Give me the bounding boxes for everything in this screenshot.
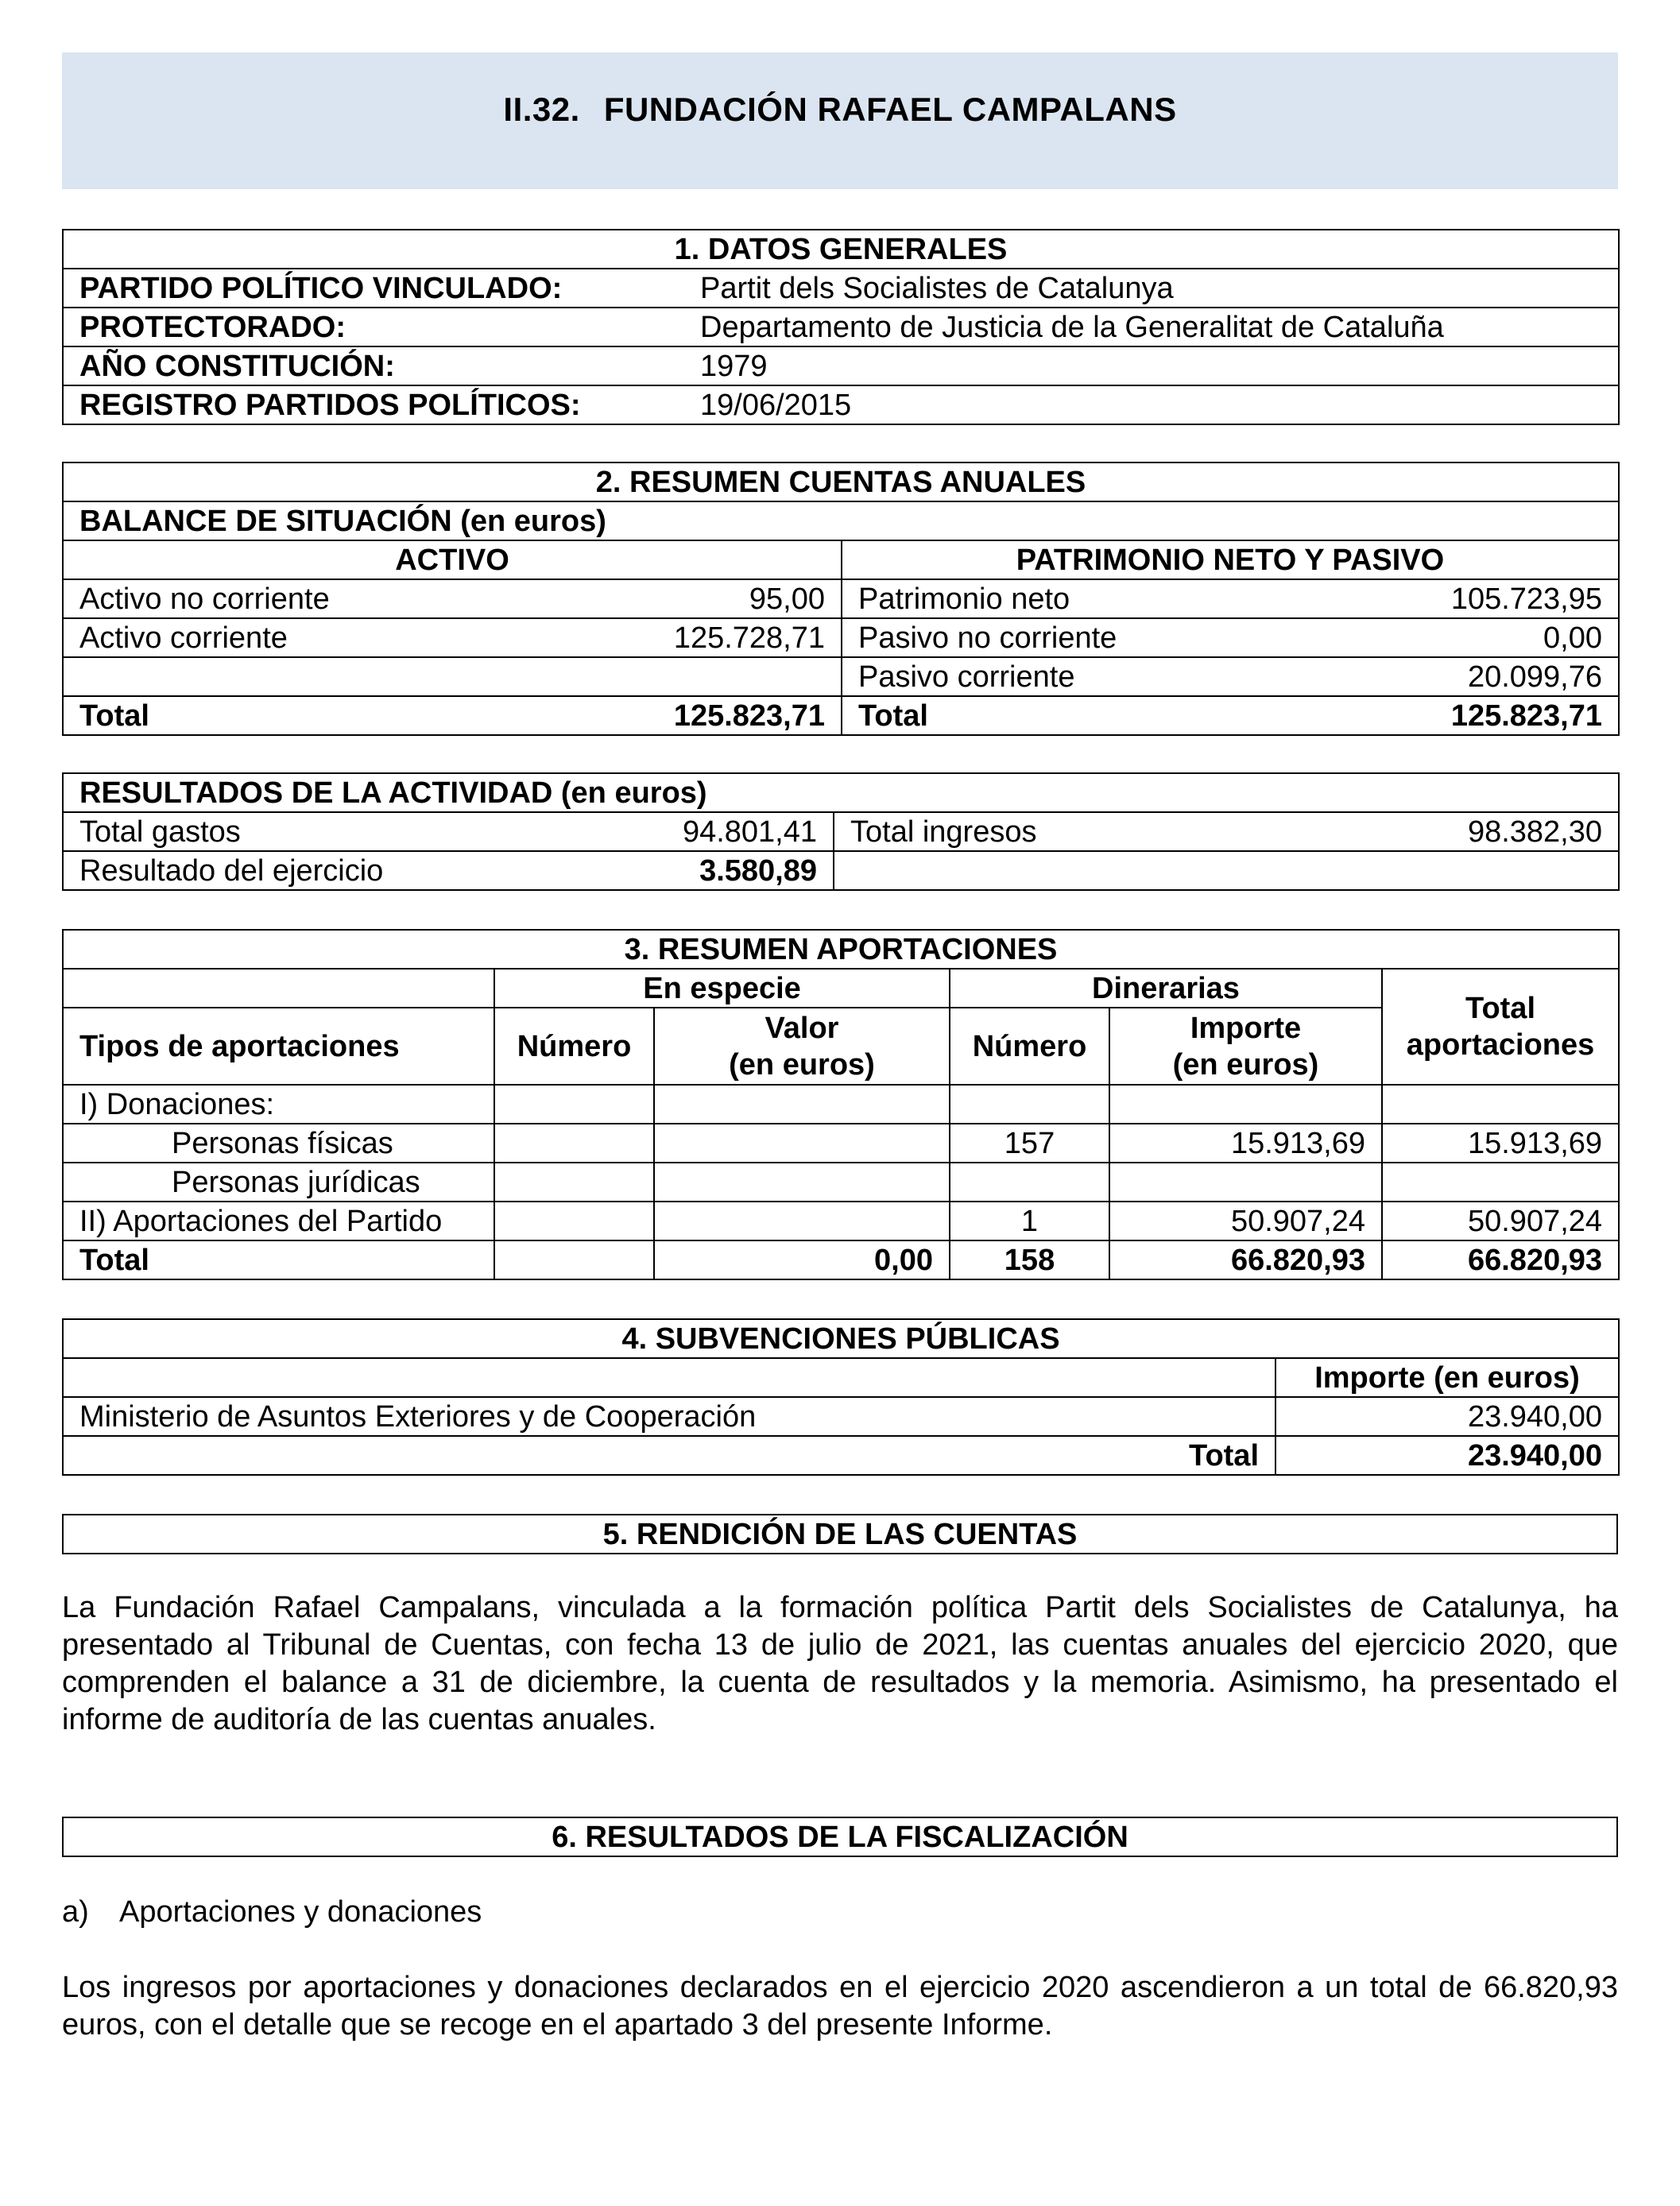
- din-num: [950, 1085, 1109, 1124]
- resultado-value: 3.580,89: [555, 851, 834, 890]
- activo-header: ACTIVO: [63, 540, 842, 579]
- row-label: PARTIDO POLÍTICO VINCULADO:: [63, 269, 684, 308]
- entity-value: 23.940,00: [1275, 1397, 1619, 1436]
- section-number: II.32.: [503, 91, 580, 128]
- pasivo-total-label: Total: [842, 696, 1366, 735]
- foundation-name: FUNDACIÓN RAFAEL CAMPALANS: [603, 91, 1177, 128]
- row-total: [1382, 1085, 1619, 1124]
- table-row: [63, 851, 1619, 890]
- activo-total-label: Total: [63, 696, 555, 735]
- pasivo-header: PATRIMONIO NETO Y PASIVO: [842, 540, 1619, 579]
- total-label: Total: [63, 1240, 494, 1279]
- datos-generales-table: [62, 229, 1620, 425]
- subsection-label: a): [62, 1895, 89, 1929]
- table-row: [63, 1397, 1619, 1436]
- valor-unit: (en euros): [729, 1047, 875, 1082]
- ingresos-label: Total ingresos: [834, 812, 1366, 851]
- section-banner: [62, 52, 1618, 189]
- din-numero-header: Número: [950, 1008, 1109, 1085]
- row-total: 15.913,69: [1382, 1124, 1619, 1163]
- entity-name: Ministerio de Asuntos Exteriores y de Cooperación: [63, 1397, 1275, 1436]
- activo-value: 125.728,71: [555, 618, 842, 657]
- table-row: [63, 1202, 1619, 1240]
- esp-val: [654, 1085, 950, 1124]
- activo-value: 95,00: [555, 579, 842, 618]
- fiscalizacion-paragraph: Los ingresos por aportaciones y donaciones declarados en el ejercicio 2020 ascendieron a un total de 66.820,93 euros, con el detalle que se recoge en el apartado 3 del presente Informe.: [62, 1971, 1618, 2042]
- esp-num: [494, 1124, 654, 1163]
- row-label: II) Aportaciones del Partido: [63, 1202, 494, 1240]
- row-value: Partit dels Socialistes de Catalunya: [684, 269, 1619, 308]
- subsection-item: [62, 1894, 1618, 1931]
- table-row: [63, 657, 1619, 696]
- datos-generales-title: 1. DATOS GENERALES: [63, 230, 1619, 269]
- row-total: [1382, 1163, 1619, 1202]
- pasivo-total-value: 125.823,71: [1366, 696, 1619, 735]
- total-row: [63, 696, 1619, 735]
- activo-total-value: 125.823,71: [555, 696, 842, 735]
- pasivo-value: 105.723,95: [1366, 579, 1619, 618]
- activo-value: [555, 657, 842, 696]
- row-label: REGISTRO PARTIDOS POLÍTICOS:: [63, 385, 684, 424]
- pasivo-value: 20.099,76: [1366, 657, 1619, 696]
- table-row: [63, 1124, 1619, 1163]
- gastos-label: Total gastos: [63, 812, 555, 851]
- balance-table: [62, 462, 1620, 736]
- resultados-title: RESULTADOS DE LA ACTIVIDAD (en euros): [63, 773, 1619, 812]
- empty-cell: [63, 969, 494, 1008]
- empty-cell: [834, 851, 1619, 890]
- rendicion-paragraph: La Fundación Rafael Campalans, vinculada a la formación política Partit dels Socialistes de Catalunya, ha presentado al Tribunal de Cuentas, con fecha 13 de julio de 2021, las cuentas anuales del ejercicio 2020, que comprenden el balance a 31 de diciembre, la cuenta de resultados y la memoria. Asimismo, ha presentado el informe de auditoría de las cuentas anuales.: [62, 1591, 1618, 1736]
- resultado-label: Resultado del ejercicio: [63, 851, 555, 890]
- row-label: Personas jurídicas: [63, 1163, 494, 1202]
- activo-label: Activo corriente: [63, 618, 555, 657]
- esp-val: [654, 1202, 950, 1240]
- row-total: 50.907,24: [1382, 1202, 1619, 1240]
- row-value: 19/06/2015: [684, 385, 1619, 424]
- en-especie-header: En especie: [494, 969, 950, 1008]
- esp-num: [494, 1085, 654, 1124]
- valor-header: [654, 1008, 950, 1085]
- subsection-text: Aportaciones y donaciones: [119, 1895, 482, 1929]
- dinerarias-header: Dinerarias: [950, 969, 1382, 1008]
- banner-title: [503, 91, 1176, 189]
- esp-val-total: 0,00: [654, 1240, 950, 1279]
- din-imp-total: 66.820,93: [1109, 1240, 1382, 1279]
- table-row: [63, 579, 1619, 618]
- din-imp: [1109, 1163, 1382, 1202]
- rendicion-table: [62, 1514, 1618, 1554]
- subvenciones-title: 4. SUBVENCIONES PÚBLICAS: [63, 1319, 1619, 1358]
- activo-label: Activo no corriente: [63, 579, 555, 618]
- total-row: [63, 1240, 1619, 1279]
- row-value: Departamento de Justicia de la Generalitat de Cataluña: [684, 308, 1619, 346]
- din-imp: [1109, 1085, 1382, 1124]
- total-value: 23.940,00: [1275, 1436, 1619, 1475]
- document-page: [62, 52, 1618, 2044]
- aportaciones-table: [62, 929, 1620, 1280]
- valor-label: Valor: [765, 1011, 839, 1045]
- tipos-header: Tipos de aportaciones: [63, 1008, 494, 1085]
- total-row: [63, 1436, 1619, 1475]
- table-row: [63, 1085, 1619, 1124]
- fiscalizacion-table: [62, 1817, 1618, 1857]
- ingresos-value: 98.382,30: [1366, 812, 1619, 851]
- pasivo-label: Patrimonio neto: [842, 579, 1366, 618]
- esp-val: [654, 1163, 950, 1202]
- table-row: [63, 308, 1619, 346]
- gastos-value: 94.801,41: [555, 812, 834, 851]
- rendicion-title: 5. RENDICIÓN DE LAS CUENTAS: [63, 1515, 1617, 1554]
- din-num: 1: [950, 1202, 1109, 1240]
- importe-label: Importe: [1190, 1011, 1302, 1045]
- din-imp: 15.913,69: [1109, 1124, 1382, 1163]
- table-row: [63, 1163, 1619, 1202]
- cuentas-anuales-title: 2. RESUMEN CUENTAS ANUALES: [63, 462, 1619, 501]
- din-imp: 50.907,24: [1109, 1202, 1382, 1240]
- table-row: [63, 618, 1619, 657]
- total-aportaciones-header: Total aportaciones: [1382, 969, 1619, 1085]
- row-label: PROTECTORADO:: [63, 308, 684, 346]
- importe-unit: (en euros): [1172, 1047, 1319, 1082]
- esp-val: [654, 1124, 950, 1163]
- esp-num-total: [494, 1240, 654, 1279]
- table-row: [63, 385, 1619, 424]
- pasivo-label: Pasivo corriente: [842, 657, 1366, 696]
- esp-num: [494, 1202, 654, 1240]
- row-label: Personas físicas: [63, 1124, 494, 1163]
- subvenciones-table: [62, 1318, 1620, 1476]
- din-num: [950, 1163, 1109, 1202]
- pasivo-label: Pasivo no corriente: [842, 618, 1366, 657]
- aportaciones-title: 3. RESUMEN APORTACIONES: [63, 930, 1619, 969]
- resultados-actividad-table: [62, 772, 1620, 891]
- empty-cell: [63, 1358, 1275, 1397]
- row-value: 1979: [684, 346, 1619, 385]
- fiscalizacion-title: 6. RESULTADOS DE LA FISCALIZACIÓN: [63, 1817, 1617, 1856]
- activo-label: [63, 657, 555, 696]
- table-row: [63, 812, 1619, 851]
- din-num-total: 158: [950, 1240, 1109, 1279]
- total-label: Total: [63, 1436, 1275, 1475]
- grand-total: 66.820,93: [1382, 1240, 1619, 1279]
- importe-header: [1109, 1008, 1382, 1085]
- esp-numero-header: Número: [494, 1008, 654, 1085]
- table-row: [63, 346, 1619, 385]
- balance-title: BALANCE DE SITUACIÓN (en euros): [63, 501, 1619, 540]
- pasivo-value: 0,00: [1366, 618, 1619, 657]
- row-label: AÑO CONSTITUCIÓN:: [63, 346, 684, 385]
- esp-num: [494, 1163, 654, 1202]
- din-num: 157: [950, 1124, 1109, 1163]
- table-row: [63, 269, 1619, 308]
- importe-header: Importe (en euros): [1275, 1358, 1619, 1397]
- row-label: I) Donaciones:: [63, 1085, 494, 1124]
